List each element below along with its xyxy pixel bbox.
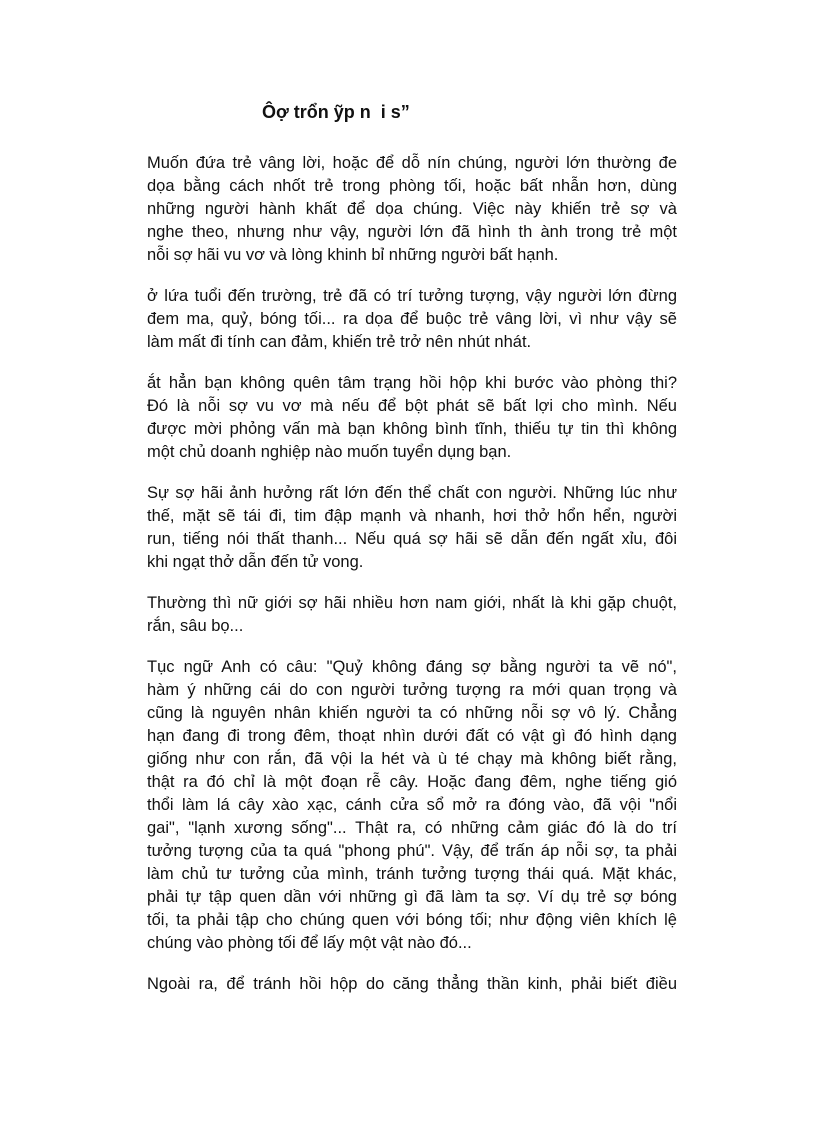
text-line: Sự sợ hãi ảnh hưởng rất lớn đến thể chất con người. Những lúc như bbox=[147, 484, 677, 502]
text-line: Muốn đứa trẻ vâng lời, hoặc để dỗ nín chúng, người lớn thường đe bbox=[147, 154, 677, 172]
text-line: một chủ doanh nghiệp nào muốn tuyển dụng bạn. bbox=[147, 443, 512, 461]
text-line: chúng vào phòng tối để lấy một vật nào đó... bbox=[147, 934, 472, 952]
text-line: giống như con rắn, đã vội la hét và ù té chạy mà không biết rằng, bbox=[147, 750, 677, 768]
text-line: đem ma, quỷ, bóng tối... ra dọa để buộc trẻ vâng lời, vì như vậy sẽ bbox=[147, 310, 677, 328]
text-line: tối, ta phải tập cho chúng quen với bóng tối; như động viên khích lệ bbox=[147, 911, 677, 929]
text-line: thật ra đó chỉ là một đoạn rễ cây. Hoặc đang đêm, nghe tiếng gió bbox=[147, 773, 677, 791]
text-line: thổi làm lá cây xào xạc, cánh cửa sổ mở ra đóng vào, đã vội "nổi bbox=[147, 796, 677, 814]
text-line: tưởng tượng của ta quá "phong phú". Vậy, để trấn áp nỗi sợ, ta phải bbox=[147, 842, 677, 860]
text-line: Ngoài ra, để tránh hồi hộp do căng thẳng thần kinh, phải biết điều bbox=[147, 975, 677, 993]
text-line: ở lứa tuổi đến trường, trẻ đã có trí tưởng tượng, vậy người lớn đừng bbox=[147, 287, 677, 305]
paragraph bbox=[147, 152, 677, 267]
text-line: làm mất đi tính can đảm, khiến trẻ trở nên nhút nhát. bbox=[147, 333, 532, 351]
page-title: Ôợ trổn ỹp n i s” bbox=[262, 102, 410, 122]
text-line: làm chủ tư tưởng của mình, tránh tưởng tượng thái quá. Mặt khác, bbox=[147, 865, 677, 883]
text-line: được mời phỏng vấn mà bạn không bình tĩnh, thiếu tự tin thì không bbox=[147, 420, 677, 438]
text-line: nghe theo, nhưng như vậy, người lớn đã hình th ành trong trẻ một bbox=[147, 223, 677, 241]
text-line: ắt hẳn bạn không quên tâm trạng hồi hộp khi bước vào phòng thi? bbox=[147, 374, 677, 392]
text-line: phải tự tập quen dần với những gì đã làm ta sợ. Ví dụ trẻ sợ bóng bbox=[147, 888, 677, 906]
text-line: Đó là nỗi sợ vu vơ mà nếu để bột phát sẽ bất lợi cho mình. Nếu bbox=[147, 397, 677, 415]
text-line: những người hành khất để dọa chúng. Việc này khiến trẻ sợ và bbox=[147, 200, 677, 218]
text-line: dọa bằng cách nhốt trẻ trong phòng tối, hoặc bất nhẫn hơn, dùng bbox=[147, 177, 677, 195]
text-line: cũng là nguyên nhân khiến người ta có những nỗi sợ vô lý. Chẳng bbox=[147, 704, 677, 722]
paragraph bbox=[147, 285, 677, 354]
text-line: Tục ngữ Anh có câu: "Quỷ không đáng sợ bằng người ta vẽ nó", bbox=[147, 658, 677, 676]
paragraph bbox=[147, 973, 677, 996]
text-line: Thường thì nữ giới sợ hãi nhiều hơn nam giới, nhất là khi gặp chuột, bbox=[147, 594, 677, 612]
text-line: nỗi sợ hãi vu vơ và lòng khinh bỉ những người bất hạnh. bbox=[147, 246, 559, 264]
text-line: thế, mặt sẽ tái đi, tim đập mạnh và nhanh, hơi thở hổn hển, người bbox=[147, 507, 677, 525]
text-line: khi ngạt thở dẫn đến tử vong. bbox=[147, 553, 364, 571]
paragraph bbox=[147, 656, 677, 955]
text-line: rắn, sâu bọ... bbox=[147, 617, 244, 635]
text-line: run, tiếng nói thất thanh... Nếu quá sợ hãi sẽ dẫn đến ngất xỉu, đôi bbox=[147, 530, 677, 548]
paragraph bbox=[147, 372, 677, 464]
document-body bbox=[147, 152, 677, 1014]
text-line: gai", "lạnh xương sống"... Thật ra, có những cảm giác đó là do trí bbox=[147, 819, 677, 837]
paragraph bbox=[147, 592, 677, 638]
text-line: hàm ý những cái do con người tưởng tượng ra mới quan trọng và bbox=[147, 681, 677, 699]
text-line: hạn đang đi trong đêm, thoạt nhìn dưới đất có vật gì đó hình dạng bbox=[147, 727, 677, 745]
paragraph bbox=[147, 482, 677, 574]
